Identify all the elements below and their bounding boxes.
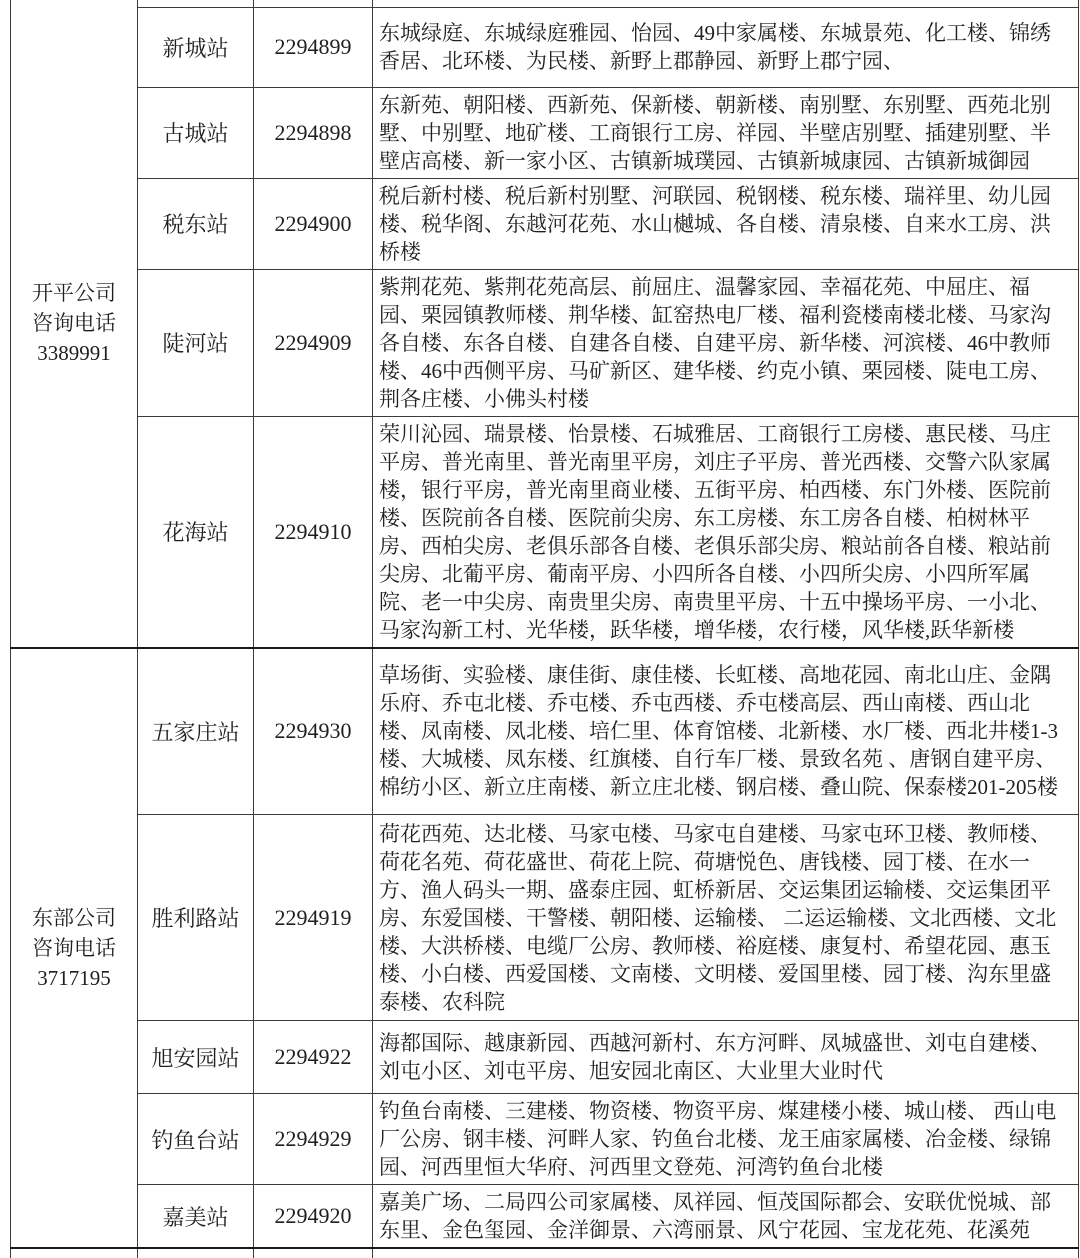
station-phone-cell: 2294898 <box>254 87 373 178</box>
cut-cell <box>11 1248 138 1258</box>
service-areas-cell: 税后新村楼、税后新村别墅、河联园、税钢楼、税东楼、瑞祥里、幼儿园楼、税华阁、东越河花苑、水山樾城、各自楼、清泉楼、自来水工房、洪桥楼 <box>373 178 1079 269</box>
station-name-cell: 嘉美站 <box>138 1185 254 1249</box>
station-name-cell: 旭安园站 <box>138 1021 254 1094</box>
cut-cell <box>373 1248 1079 1258</box>
company-name: 东部公司 <box>32 905 116 930</box>
cut-off-row-bottom <box>11 1248 1079 1258</box>
company-cell-dongbu <box>11 648 138 1249</box>
cut-cell <box>254 1248 373 1258</box>
station-phone-cell: 2294899 <box>254 7 373 87</box>
service-areas-cell: 荣川沁园、瑞景楼、怡景楼、石城雅居、工商银行工房楼、惠民楼、马庄平房、普光南里、普光南里平房，刘庄子平房、普光西楼、交警六队家属楼，银行平房，普光南里商业楼、五街平房、柏西楼、东门外楼、医院前楼、医院前各自楼、医院前尖房、东工房楼、东工房各自楼、柏树林平房、西柏尖房、老俱乐部各自楼、老俱乐部尖房、粮站前各自楼、粮站前尖房、北葡平房、葡南平房、小四所各自楼、小四所尖房、小四所军属院、老一中尖房、南贵里尖房、南贵里平房、十五中操场平房、一小北、马家沟新工村、光华楼，跃华楼，增华楼，农行楼，风华楼,跃华新楼 <box>373 416 1079 648</box>
cut-off-row-top <box>11 0 1079 7</box>
station-name-cell: 钓鱼台站 <box>138 1094 254 1185</box>
service-areas-cell: 嘉美广场、二局四公司家属楼、凤祥园、恒茂国际都会、安联优悦城、部东里、金色玺园、金洋御景、六湾丽景、风宁花园、宝龙花苑、花溪苑 <box>373 1185 1079 1249</box>
service-areas-cell: 草场街、实验楼、康佳街、康佳楼、长虹楼、高地花园、南北山庄、金隅乐府、乔屯北楼、乔屯楼、乔屯西楼、乔屯楼高层、西山南楼、西山北楼、凤南楼、凤北楼、培仁里、体育馆楼、北新楼、水厂楼、西北井楼1-3楼、大城楼、凤东楼、红旗楼、自行车厂楼、景致名苑 、唐钢自建平房、棉纺小区、新立庄南楼、新立庄北楼、钢启楼、叠山院、保泰楼201-205楼 <box>373 648 1079 815</box>
table-row <box>11 178 1079 269</box>
station-phone-cell: 2294929 <box>254 1094 373 1185</box>
station-phone-cell: 2294922 <box>254 1021 373 1094</box>
company-phone-number: 3717195 <box>37 965 111 990</box>
table-row <box>11 7 1079 87</box>
table-row <box>11 1185 1079 1249</box>
table-row <box>11 1021 1079 1094</box>
table-row <box>11 87 1079 178</box>
station-name-cell: 税东站 <box>138 178 254 269</box>
service-areas-cell: 钓鱼台南楼、三建楼、物资楼、物资平房、煤建楼小楼、城山楼、 西山电厂公房、钢丰楼、河畔人家、钓鱼台北楼、龙王庙家属楼、冶金楼、绿锦园、河西里恒大华府、河西里文登苑、河湾钓鱼台北楼 <box>373 1094 1079 1185</box>
table-row <box>11 1094 1079 1185</box>
cut-cell <box>138 1248 254 1258</box>
table-row <box>11 269 1079 416</box>
table-row <box>11 648 1079 815</box>
service-areas-cell: 东新苑、朝阳楼、西新苑、保新楼、朝新楼、南别墅、东别墅、西苑北别墅、中别墅、地矿楼、工商银行工房、祥园、半壁店别墅、插建别墅、半壁店高楼、新一家小区、古镇新城璞园、古镇新城康园、古镇新城御园 <box>373 87 1079 178</box>
service-areas-cell: 东城绿庭、东城绿庭雅园、怡园、49中家属楼、东城景苑、化工楼、锦绣香居、北环楼、为民楼、新野上郡静园、新野上郡宁园、 <box>373 7 1079 87</box>
service-areas-cell: 海都国际、越康新园、西越河新村、东方河畔、凤城盛世、刘屯自建楼、刘屯小区、刘屯平房、旭安园北南区、大业里大业时代 <box>373 1021 1079 1094</box>
station-phone-cell: 2294910 <box>254 416 373 648</box>
station-name-cell: 陡河站 <box>138 269 254 416</box>
company-cell-kaiping <box>11 0 138 648</box>
heating-station-table <box>10 0 1079 1258</box>
station-name-cell: 花海站 <box>138 416 254 648</box>
station-phone-cell: 2294930 <box>254 648 373 815</box>
cut-cell <box>254 0 373 7</box>
cut-cell <box>373 0 1079 7</box>
station-phone-cell: 2294919 <box>254 815 373 1021</box>
company-phone-label: 咨询电话 <box>32 311 116 336</box>
station-name-cell: 五家庄站 <box>138 648 254 815</box>
service-areas-cell: 荷花西苑、达北楼、马家屯楼、马家屯自建楼、马家屯环卫楼、教师楼、荷花名苑、荷花盛世、荷花上院、荷塘悦色、唐钱楼、园丁楼、在水一方、渔人码头一期、盛泰庄园、虹桥新居、交运集团运输楼、交运集团平房、东爱国楼、干警楼、朝阳楼、运输楼、 二运运输楼、文北西楼、文北楼、大洪桥楼、电缆厂公房、教师楼、裕庭楼、康复村、希望花园、惠玉楼、小白楼、西爱国楼、文南楼、文明楼、爱国里楼、园丁楼、沟东里盛泰楼、农科院 <box>373 815 1079 1021</box>
station-name-cell: 胜利路站 <box>138 815 254 1021</box>
station-phone-cell: 2294909 <box>254 269 373 416</box>
service-areas-cell: 紫荆花苑、紫荆花苑高层、前屈庄、温馨家园、幸福花苑、中屈庄、福园、栗园镇教师楼、荆华楼、缸窑热电厂楼、福利瓷楼南楼北楼、马家沟各自楼、东各自楼、自建各自楼、自建平房、新华楼、河滨楼、46中教师楼、46中西侧平房、马矿新区、建华楼、约克小镇、栗园楼、陡电工房、荆各庄楼、小佛头村楼 <box>373 269 1079 416</box>
station-phone-cell: 2294920 <box>254 1185 373 1249</box>
station-phone-cell: 2294900 <box>254 178 373 269</box>
station-name-cell: 古城站 <box>138 87 254 178</box>
company-name: 开平公司 <box>32 281 116 306</box>
station-name-cell: 新城站 <box>138 7 254 87</box>
company-phone-number: 3389991 <box>37 341 111 366</box>
table-row <box>11 815 1079 1021</box>
company-phone-label: 咨询电话 <box>32 935 116 960</box>
cut-cell <box>138 0 254 7</box>
table-row <box>11 416 1079 648</box>
station-table-wrap <box>10 0 1078 1258</box>
